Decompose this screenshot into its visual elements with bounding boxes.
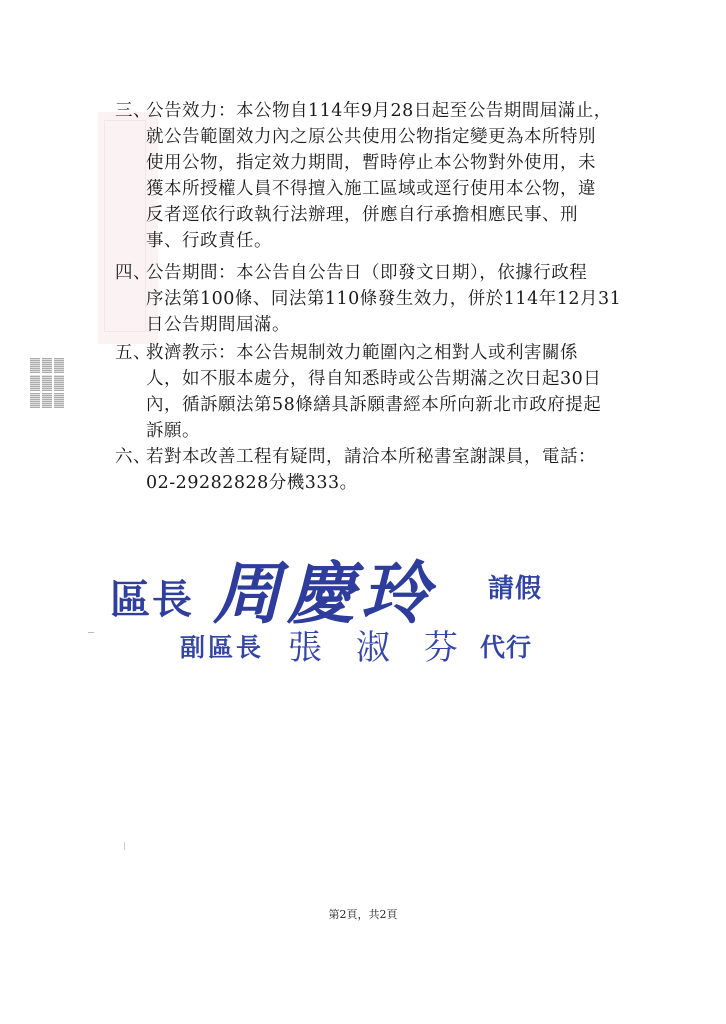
item-line: 使用公物，指定效力期間，暫時停止本公物對外使用，未 bbox=[146, 153, 596, 173]
item-line bbox=[115, 444, 596, 470]
item-marker: 五、 bbox=[115, 343, 151, 363]
item-line: 獲本所授權人員不得擅入施工區域或逕行使用本公物，違 bbox=[146, 179, 596, 199]
deputy-name: 張淑芬 bbox=[288, 628, 492, 668]
item-text: 救濟教示：本公告規制效力範圍內之相對人或利害關係 bbox=[146, 343, 578, 363]
item-line: 反者逕依行政執行法辦理，併應自行承擔相應民事、刑 bbox=[146, 205, 578, 225]
item-line: 內，循訴願法第58條繕具訴願書經本所向新北市政府提起 bbox=[146, 395, 602, 415]
item-line: 就公告範圍效力內之原公共使用公物指定變更為本所特別 bbox=[146, 127, 596, 147]
item-marker: 三、 bbox=[115, 101, 151, 121]
item-line: 訴願。 bbox=[146, 421, 200, 441]
item-text: 若對本改善工程有疑問，請洽本所秘書室謝課員，電話： bbox=[146, 447, 596, 467]
scan-speck bbox=[88, 632, 94, 633]
item-line: 事、行政責任。 bbox=[146, 231, 272, 251]
signer-title: 區長 bbox=[110, 577, 194, 623]
item-text: 公告期間：本公告自公告日（即發文日期），依據行政程 bbox=[146, 263, 588, 283]
signature-stamp bbox=[110, 540, 590, 670]
item-text: 公告效力：本公物自114年9月28日起至公告期間屆滿止， bbox=[146, 101, 612, 121]
item-line bbox=[115, 340, 601, 366]
item-marker: 四、 bbox=[115, 263, 151, 283]
scan-speck bbox=[124, 842, 125, 850]
leave-note: 請假 bbox=[488, 574, 543, 604]
page-number: 第2頁，共2頁 bbox=[328, 908, 398, 921]
deputy-title: 副區長 bbox=[180, 633, 265, 662]
item-line: 序法第100條、同法第110條發生效力，併於114年12月31 bbox=[146, 289, 622, 309]
item-line bbox=[115, 260, 621, 286]
notice-item-contact bbox=[115, 444, 596, 496]
item-line bbox=[115, 98, 612, 124]
signer-name: 周慶玲 bbox=[213, 554, 436, 634]
acting-note: 代行 bbox=[480, 633, 533, 662]
item-line: 日公告期間屆滿。 bbox=[146, 315, 290, 335]
notice-item-effect bbox=[115, 98, 612, 254]
gray-seal-stamp bbox=[30, 358, 64, 408]
notice-item-period bbox=[115, 260, 621, 338]
item-marker: 六、 bbox=[115, 447, 151, 467]
item-line: 02-29282828分機333。 bbox=[146, 473, 358, 493]
item-line: 人，如不服本處分，得自知悉時或公告期滿之次日起30日 bbox=[146, 369, 602, 389]
notice-item-remedy bbox=[115, 340, 601, 444]
